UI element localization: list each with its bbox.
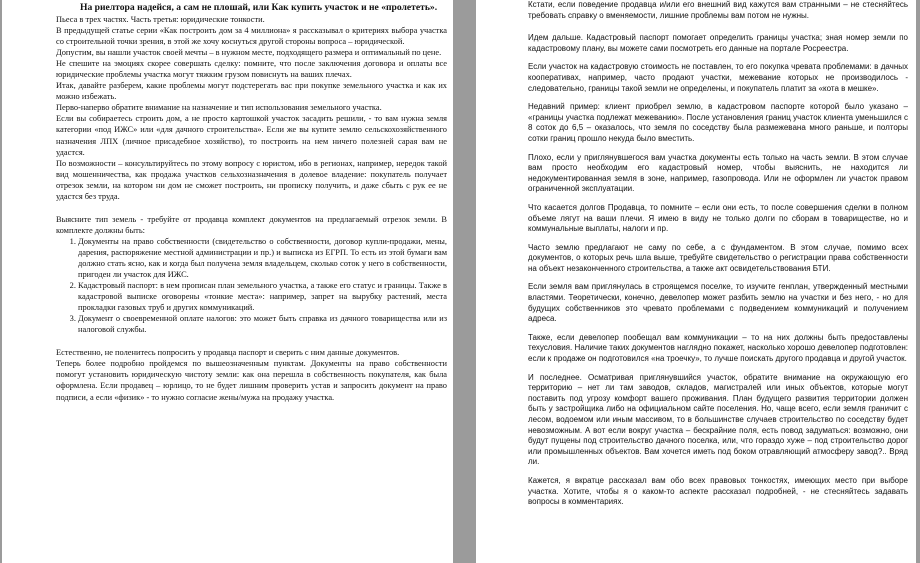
paragraph: Кажется, я вкратце рассказал вам обо всех правовых тонкостях, имеющих место при выборе участка. Хотите, чтобы я о каком-то аспекте рассказал подробней, - не стесняйтесь задавать вопросы в комментариях.: [528, 475, 908, 507]
paragraph: Итак, давайте разберем, какие проблемы могут подстерегать вас при покупке земельного участка и как их можно избежать.: [56, 81, 447, 102]
paragraph: Если участок на кадастровую стоимость не поставлен, то его покупка чревата проблемами: в дачных кооперативах, например, часто продают участки, межевание которых не производилось - следовательно, границы такой земли не определены, и покупатель платит за «кота в мешке».: [528, 62, 908, 93]
paragraph: Часто землю предлагают не саму по себе, а с фундаментом. В этом случае, помимо всех документов, о которых речь шла выше, требуйте свидетельство о регистрации права собственности на объект незаконченного строительства, а также акт освидетельствования БТИ.: [528, 242, 908, 273]
paragraph: Кстати, если поведение продавца и/или его внешний вид кажутся вам странными – не стесняйтесь требовать справку о вменяемости, лишние проблемы вам потом не нужны.: [528, 0, 908, 20]
paragraph: По возможности – консультируйтесь по этому вопросу с юристом, ибо в регионах, например, нередок такой вид мошенничества, как продажа участков сельхозназначения в долевое владение: покупатель получает отрезок земли, на котором ни дом не сможет построить, ни прописку получить, и даже сбыть с рук ее не удастся без труда.: [56, 158, 447, 201]
paragraph: Перво-наперво обратите внимание на назначение и тип использования земельного участка.: [56, 103, 382, 113]
paragraph: Недавний пример: клиент приобрел землю, в кадастровом паспорте которой было указано – «границы участка подлежат межеванию». После установления границ участок клиента уменьшился с 8 соток до 6,5 – оказалось, что земля по соседству была размежевана много раньше, и полторы сотки границ прошло некуда было вместить.: [528, 102, 908, 143]
paragraph: В предыдущей статье серии «Как построить дом за 4 миллиона» я рассказывал о критериях выбора участка со строительной точки зрения, в этой же хочу коснуться другой стороны вопроса – юридической.: [56, 26, 447, 47]
list-item: 3. Документ о своевременной оплате налогов: это может быть справка из дачного товарищества или из налоговой службы.: [78, 313, 447, 335]
list-item: 1. Документы на право собственности (свидетельство о собственности, договор купли-продажи, мены, дарения, распоряжение местной администрации и пр.) и выписка из ЕГРП. То есть из этой бумаги вам должно стать ясно, как и когда был получена земля владельцем, сколько соток у него в собственности, пригоден ли участок для ИЖС.: [78, 236, 447, 280]
docs-list: [56, 236, 447, 335]
paragraph: Естественно, не поленитесь попросить у продавца паспорт и сверить с ним данные документов.: [56, 348, 400, 358]
paragraph: Пьеса в трех частях. Часть третья: юридические тонкости.: [56, 15, 265, 24]
paragraph: Не спешите на эмоциях скорее совершать сделку: помните, что после заключения договора и оплаты все юридические проблемы участка могут тяжким грузом повиснуть на ваших плечах.: [56, 59, 447, 80]
docs-intro: Выясните тип земель - требуйте от продавца комплект документов на предлагаемый отрезок земли. В комплекте должны быть:: [56, 214, 447, 235]
paragraph: Теперь более подробно пройдемся по вышеозначенным пунктам. Документы на право собственности помогут установить юридическую чистоту земли: как она перешла в собственность покупателя, как была оформлена. Если продавец – юрлицо, то не будет лишним проверить устав и запросить документ на право подписи, а если «физик» - то нужно согласие жены/мужа на продажу участка.: [56, 359, 447, 402]
document-page-right: [476, 0, 916, 563]
document-page-left: [2, 0, 453, 563]
paragraph: Идем дальше. Кадастровый паспорт помогает определить границы участка; зная номер земли по кадастровому плану, вы можете сами посмотреть его данные на портале Росреестра.: [528, 33, 908, 53]
paragraph: И последнее. Осматривая приглянувшийся участок, обратите внимание на окружающую его территорию – нет ли там заводов, складов, магистралей или иных объектов, которые могут поставить под угрозу комфорт вашего проживания. План будущего развития территории должен быть у застройщика либо на официальном сайте поселения. Но, чаще всего, если земля граничит с лесом, водоемом или иным массивом, то в большинстве случаев строительство по соседству будет невозможным. А вот если вокруг участка – бескрайние поля, есть повод задуматься: возможно, они будут пущены под строительство дачного поселка, или, что гораздо хуже – под строительство дорог или промышленных объектов. Вам хочется иметь под боком отравляющий атмосферу завод?.. Вряд ли.: [528, 372, 908, 467]
paragraph: Если земля вам приглянулась в строящемся поселке, то изучите генплан, утвержденный местными властями. Теоретически, конечно, девелопер может разбить землю на участки и без него, - но для будущих собственников это чревато проблемами с подведением коммуникаций и получением адреса.: [528, 282, 908, 324]
paragraph: Также, если девелопер пообещал вам коммуникации – то на них должны быть предоставлены техусловия. Наличие таких документов наглядно покажет, насколько хорошо девелопер подготовлен: если к продаже он подготовился «на троечку», то лучше поискать другого продавца и другой участок.: [528, 332, 908, 364]
list-item: 2. Кадастровый паспорт: в нем прописан план земельного участка, а также его статус и границы. Также в кадастровой выписке оговорены «тонкие места»: например, запрет на вырубку растений, места прокладки газовых труб и других коммуникаций.: [78, 280, 447, 313]
paragraph: Если вы собираетесь строить дом, а не просто картошкой участок засадить решили, - то вам нужна земля категории «под ИЖС» или «для дачного строительства». Если же вы купите землю сельскохозяйственного назначения ЛПХ (личное присадебное хозяйство), то построить на нем ничего полезней сарая вам не удастся.: [56, 114, 447, 157]
paragraph: Плохо, если у приглянувшегося вам участка документы есть только на часть земли. В этом случае вам просто необходим его кадастровый номер, чтобы выяснить, не находится ли недокументированная земля в зоне, например, газопровода. Или не оформлен ли участок правом ограниченной эксплуатации.: [528, 152, 908, 194]
article-title: На риелтора надейся, а сам не плошай, или Как купить участок и не «пролететь».: [80, 2, 438, 13]
paragraph: Допустим, вы нашли участок своей мечты – в нужном месте, подходящего размера и оптимальный по цене.: [56, 48, 442, 58]
paragraph: Что касается долгов Продавца, то помните – если они есть, то после совершения сделки в полном объеме лягут на ваши плечи. Я имею в виду не только долги по сборам в товариществе, но и коммунальные выплаты, налоги и пр.: [528, 202, 908, 234]
